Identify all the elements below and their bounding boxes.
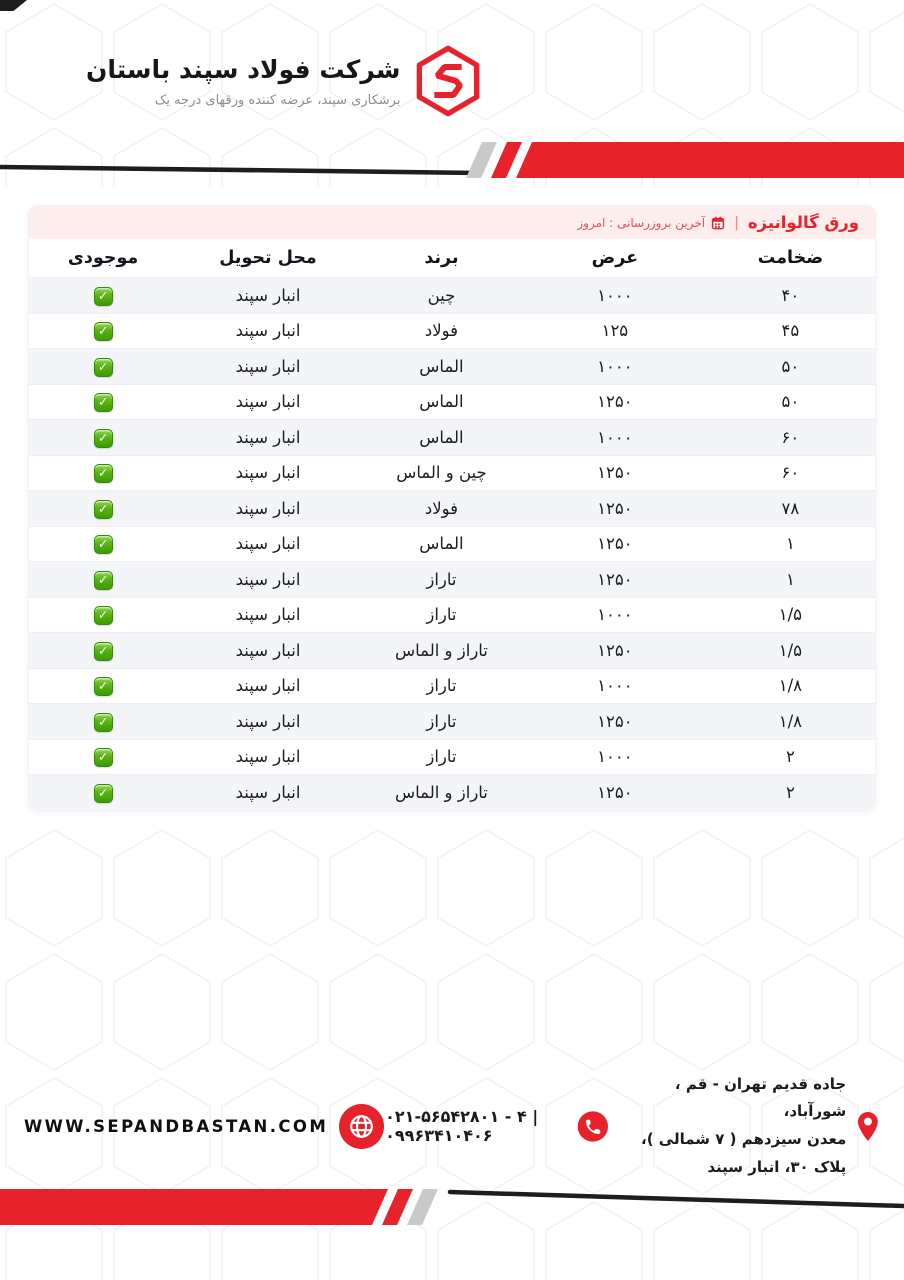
cell-thickness: ۵۰ [781,356,800,376]
cell-thickness: ۷۸ [781,498,800,518]
cell-brand: تاراز [426,605,457,625]
cell-availability [29,320,177,341]
green-check-icon: ✓ [94,713,113,732]
table-body [29,277,875,810]
brand-header [86,44,480,118]
cell-thickness: ۲ [785,782,795,802]
phone-block [385,1103,609,1150]
cell-brand: تاراز [426,747,457,767]
table-row [29,348,875,384]
column-header-brand: برند [424,248,459,268]
cell-delivery: انبار سپند [235,356,301,376]
green-check-icon: ✓ [94,500,113,519]
calendar-icon [711,216,725,230]
cell-width: ۱۰۰۰ [597,285,633,305]
cell-delivery: انبار سپند [235,285,301,305]
cell-thickness: ۶۰ [781,463,800,483]
table-row [29,597,875,633]
cell-width: ۱۲۵۰ [597,463,633,483]
table-row [29,313,875,349]
cell-thickness: ۱/۸ [778,711,803,731]
table-row [29,455,875,491]
cell-thickness: ۱/۸ [778,676,803,696]
green-check-icon: ✓ [94,642,113,661]
cell-availability [29,604,177,625]
cell-availability [29,285,177,306]
cell-brand: فولاد [424,498,459,518]
cell-thickness: ۱/۵ [778,640,803,660]
cell-brand: چین و الماس [396,463,487,483]
cell-thickness: ۵۰ [781,392,800,412]
cell-delivery: انبار سپند [235,392,301,412]
green-check-icon: ✓ [94,606,113,625]
phone-numbers: ۰۲۱-۵۶۵۴۲۸۰۱ - ۴ | ۰۹۹۶۳۴۱۰۴۰۶ [385,1107,539,1145]
cell-width: ۱۰۰۰ [597,747,633,767]
green-check-icon: ✓ [94,464,113,483]
cell-availability [29,427,177,448]
globe-icon [338,1103,385,1150]
address-text [609,1071,846,1182]
column-header-availability: موجودی [67,248,139,268]
table-row [29,774,875,810]
address-block [609,1071,880,1182]
bottom-divider-banner [0,1183,904,1233]
cell-thickness: ۶۰ [781,427,800,447]
cell-thickness: ۴۵ [781,321,800,341]
cell-delivery: انبار سپند [235,463,301,483]
cell-delivery: انبار سپند [235,427,301,447]
cell-brand: الماس [419,534,464,554]
cell-availability [29,498,177,519]
table-row [29,561,875,597]
cell-availability [29,462,177,483]
green-check-icon: ✓ [94,748,113,767]
cell-width: ۱۰۰۰ [597,605,633,625]
cell-delivery: انبار سپند [235,321,301,341]
table-row [29,490,875,526]
cell-width: ۱۲۵۰ [597,711,633,731]
cell-width: ۱۲۵۰ [597,534,633,554]
table-title: ورق گالوانیزه [747,213,859,232]
company-tagline: برشکاری سپند، عرضه کننده ورقهای درجه یک [154,92,401,108]
cell-delivery: انبار سپند [235,676,301,696]
cell-brand: الماس [419,356,464,376]
cell-thickness: ۴۰ [781,285,800,305]
cell-brand: تاراز [426,569,457,589]
map-pin-icon [856,1103,880,1150]
cell-availability [29,533,177,554]
cell-availability [29,711,177,732]
cell-brand: فولاد [424,321,459,341]
cell-brand: الماس [419,392,464,412]
cell-delivery: انبار سپند [235,569,301,589]
website-url: WWW.SEPANDBASTAN.COM [24,1116,329,1136]
table-row [29,384,875,420]
hexagon-s-logo-icon [416,44,480,118]
cell-availability [29,675,177,696]
table-row [29,419,875,455]
cell-delivery: انبار سپند [235,640,301,660]
table-row [29,703,875,739]
cell-brand: تاراز و الماس [394,782,488,802]
brand-text-block [86,55,400,108]
green-check-icon: ✓ [94,393,113,412]
table-title-bar [29,206,875,239]
cell-delivery: انبار سپند [235,747,301,767]
cell-delivery: انبار سپند [235,711,301,731]
cell-thickness: ۱/۵ [778,605,803,625]
cell-availability [29,356,177,377]
address-line-2: معدن سیزدهم ( ۷ شمالی )، پلاک ۳۰، انبار سپند [641,1130,847,1176]
cell-thickness: ۱ [785,534,795,554]
table-row [29,277,875,313]
cell-brand: چین [427,285,456,305]
table-row [29,739,875,775]
cell-width: ۱۲۵۰ [597,498,633,518]
cell-availability [29,640,177,661]
website-block [24,1103,385,1150]
cell-availability [29,782,177,803]
cell-width: ۱۲۵۰ [597,640,633,660]
green-check-icon: ✓ [94,322,113,341]
last-update-label: آخرین بروزرسانی : امروز [577,215,706,230]
cell-width: ۱۲۵۰ [597,782,633,802]
cell-availability [29,391,177,412]
cell-width: ۱۰۰۰ [597,676,633,696]
cell-thickness: ۲ [785,747,795,767]
column-header-width: عرض [591,248,639,268]
table-header-row [29,239,875,277]
cell-thickness: ۱ [785,569,795,589]
green-check-icon: ✓ [94,287,113,306]
green-check-icon: ✓ [94,358,113,377]
cell-brand: تاراز [426,676,457,696]
cell-width: ۱۲۵۰ [597,569,633,589]
cell-width: ۱۰۰۰ [597,356,633,376]
cell-availability [29,569,177,590]
cell-brand: الماس [419,427,464,447]
phone-handset-icon [577,1103,609,1150]
green-check-icon: ✓ [94,571,113,590]
column-header-thickness: ضخامت [757,248,824,268]
cell-width: ۱۲۵۰ [597,392,633,412]
cell-delivery: انبار سپند [235,605,301,625]
top-divider-banner [0,136,904,186]
table-row [29,632,875,668]
footer-contacts [0,1074,904,1176]
green-check-icon: ✓ [94,784,113,803]
cell-delivery: انبار سپند [235,498,301,518]
column-header-delivery: محل تحویل [219,248,317,268]
address-line-1: جاده قدیم تهران - قم ، شورآباد، [674,1074,847,1121]
cell-brand: تاراز [426,711,457,731]
cell-width: ۱۰۰۰ [597,427,633,447]
green-check-icon: ✓ [94,429,113,448]
cell-delivery: انبار سپند [235,534,301,554]
table-row [29,526,875,562]
galvanized-sheet-price-table [28,205,876,811]
green-check-icon: ✓ [94,677,113,696]
title-separator: | [734,214,739,231]
cell-width: ۱۲۵ [601,321,629,341]
green-check-icon: ✓ [94,535,113,554]
table-row [29,668,875,704]
cell-delivery: انبار سپند [235,782,301,802]
cell-brand: تاراز و الماس [394,640,488,660]
company-name: شرکت فولاد سپند باستان [86,54,401,84]
cell-availability [29,746,177,767]
